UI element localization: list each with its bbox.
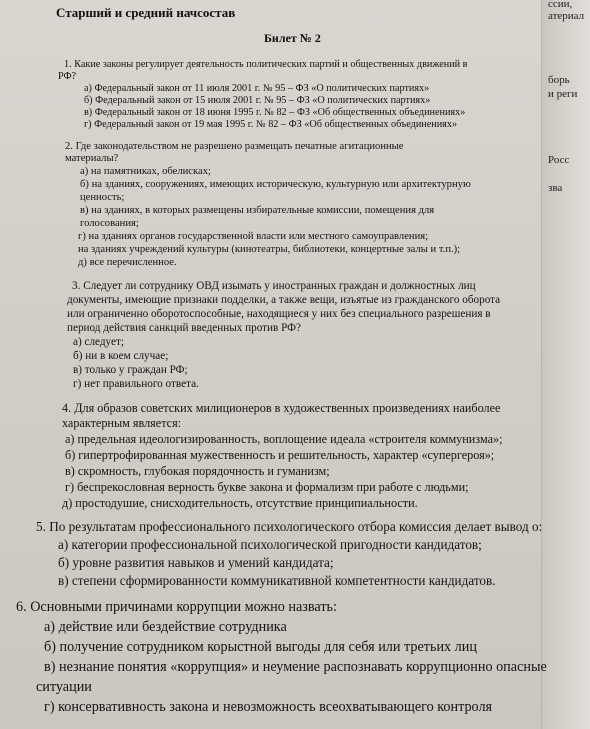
question-2-option-c-cont: голосования; xyxy=(80,218,139,229)
margin-fragment: зва xyxy=(548,182,563,194)
margin-fragment: атериал xyxy=(548,10,585,22)
question-2-option-a: а) на памятниках, обелисках; xyxy=(80,166,211,177)
question-3-text: период действия санкций введенных против РФ? xyxy=(67,322,301,334)
question-2-option-b-cont: ценность; xyxy=(80,192,125,203)
question-3-option-d: г) нет правильного ответа. xyxy=(73,378,199,390)
question-1-option-d: г) Федеральный закон от 19 мая 1995 г. № 82 – ФЗ «Об общественных объединениях» xyxy=(84,119,458,130)
question-6-option-b: б) получение сотрудником корыстной выгоды для себя или третьих лиц xyxy=(44,639,477,655)
question-3-text: или ограниченно оборотоспособные, находящиеся у них без специального разрешения в xyxy=(67,308,491,320)
question-1-option-b: б) Федеральный закон от 15 июля 2001 г. № 95 – ФЗ «О политических партиях» xyxy=(84,95,431,106)
question-6-option-a: а) действие или бездействие сотрудника xyxy=(44,619,287,635)
question-6-option-c-cont: ситуации xyxy=(36,679,92,695)
question-4-option-e: д) простодушие, снисходительность, отсутствие принципиальности. xyxy=(62,496,418,510)
question-6-option-c: в) незнание понятия «коррупция» и неумение распознавать коррупционно опасные xyxy=(44,659,547,675)
question-2-text: материалы? xyxy=(65,153,119,164)
question-4-text: характерным является: xyxy=(62,416,182,430)
margin-fragment: и реги xyxy=(548,88,578,100)
question-2-option-b: б) на зданиях, сооружениях, имеющих историческую, культурную или архитектурную xyxy=(80,179,471,190)
question-2-text: 2. Где законодательством не разрешено размещать печатные агитационные xyxy=(65,141,404,152)
question-1-option-a: а) Федеральный закон от 11 июля 2001 г. № 95 – ФЗ «О политических партиях» xyxy=(84,83,430,94)
question-1-text: РФ? xyxy=(58,71,77,82)
question-2-option-d-cont: на зданиях учреждений культуры (кинотеатры, библиотеки, концертные залы и т.п.); xyxy=(78,244,461,255)
question-3-option-a: а) следует; xyxy=(73,336,124,348)
adjacent-page-edge xyxy=(541,0,590,729)
question-5-option-a: а) категории профессиональной психологической пригодности кандидатов; xyxy=(58,537,482,552)
question-3-text: документы, имеющие признаки подделки, а также вещи, изъятые из гражданского оборота xyxy=(67,294,501,306)
question-4-text: 4. Для образов советских милиционеров в художественных произведениях наиболее xyxy=(62,401,501,415)
ticket-title: Билет № 2 xyxy=(264,31,321,45)
question-2-option-d: г) на зданиях органов государственной власти или местного самоуправления; xyxy=(78,231,429,242)
document-header: Старший и средний начсостав xyxy=(56,5,236,20)
question-6-option-d: г) консервативность закона и невозможность всеохватывающего контроля xyxy=(44,699,493,715)
question-3-option-c: в) только у граждан РФ; xyxy=(73,364,188,376)
question-5-option-c: в) степени сформированности коммуникативной компетентности кандидатов. xyxy=(58,573,496,588)
question-4-option-b: б) гипертрофированная мужественность и решительность, характер «супергероя»; xyxy=(65,448,495,462)
margin-fragment: Росс xyxy=(548,154,570,166)
question-2-option-c: в) на зданиях, в которых размещены избирательные комиссии, помещения для xyxy=(80,205,435,216)
question-6-text: 6. Основными причинами коррупции можно назвать: xyxy=(16,599,337,615)
margin-fragment: ссии, xyxy=(548,0,573,10)
question-3-text: 3. Следует ли сотруднику ОВД изымать у иностранных граждан и должностных лиц xyxy=(72,280,476,292)
question-5-option-b: б) уровне развития навыков и умений кандидата; xyxy=(58,555,334,570)
question-4-option-d: г) беспрекословная верность букве закона и формализм при работе с людьми; xyxy=(65,480,469,494)
question-3-option-b: б) ни в коем случае; xyxy=(73,350,169,362)
question-4-option-a: а) предельная идеологизированность, воплощение идеала «строителя коммунизма»; xyxy=(65,432,503,446)
margin-fragment: борь xyxy=(548,74,570,86)
question-4-option-c: в) скромность, глубокая порядочность и гуманизм; xyxy=(65,464,330,478)
question-1-text: 1. Какие законы регулирует деятельность политических партий и общественных движений в xyxy=(64,59,468,70)
question-5-text: 5. По результатам профессионального психологического отбора комиссия делает вывод о: xyxy=(36,519,543,534)
question-1-option-c: в) Федеральный закон от 18 июня 1995 г. № 82 – ФЗ «Об общественных объединениях» xyxy=(84,107,466,118)
question-2-option-e: д) все перечисленное. xyxy=(78,257,177,268)
